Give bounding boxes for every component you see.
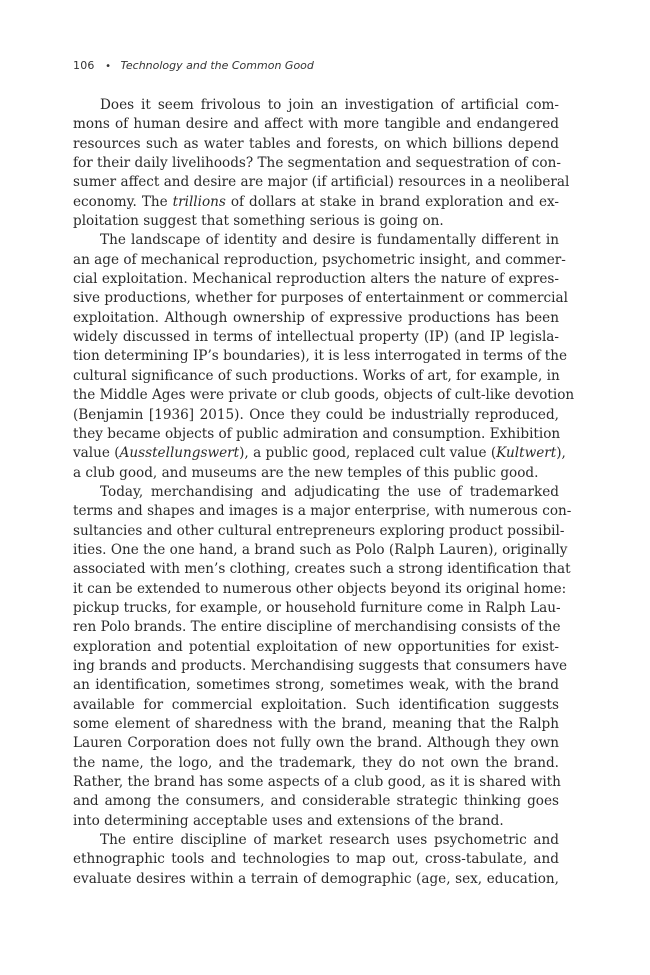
text-line: terms and shapes and images is a major enterprise, with numerous con- [73,503,572,520]
text-line: economy. The trillions of dollars at stake in brand exploration and ex- [73,193,560,210]
paragraph [73,96,570,231]
text-line: (Benjamin [1936] 2015). Once they could be industrially reproduced, [73,406,559,423]
text-line: into determining acceptable uses and extensions of the brand. [73,812,504,829]
text-line: widely discussed in terms of intellectual property (IP) (and IP legisla- [73,329,559,346]
paragraph [73,831,559,889]
text-line: some element of sharedness with the brand, meaning that the Ralph [73,716,559,732]
text-line: ities. One the one hand, a brand such as Polo (Ralph Lauren), originally [73,541,568,558]
book-title: Technology and the Common Good [120,59,314,72]
text-line: ethnographic tools and technologies to map out, cross-tabulate, and [73,851,559,868]
text-line: an identification, sometimes strong, sometimes weak, with the brand [73,677,559,694]
text-line: exploitation. Although ownership of expressive productions has been [73,309,559,326]
bullet-separator: • [105,61,112,72]
running-head [73,59,314,72]
text-line: value (Ausstellungswert), a public good, replaced cult value (Kultwert), [73,445,566,462]
text-line: exploration and potential exploitation of new opportunities for exist- [73,638,559,655]
paragraph [73,231,575,482]
text-line: Rather, the brand has some aspects of a club good, as it is shared with [73,774,561,791]
text-line: The landscape of identity and desire is fundamentally different in [100,232,559,249]
text-line: sumer affect and desire are major (if artificial) resources in a neoliberal [73,174,570,191]
text-line: ren Polo brands. The entire discipline of merchandising consists of the [73,619,561,636]
text-line: a club good, and museums are the new temples of this public good. [73,464,539,481]
text-line: evaluate desires within a terrain of demographic (age, sex, education, [73,870,559,887]
text-line: for their daily livelihoods? The segmentation and sequestration of con- [73,155,561,172]
text-line: it can be extended to numerous other objects beyond its original home: [73,580,567,597]
text-line: resources such as water tables and forests, on which billions depend [73,135,559,152]
text-line: pickup trucks, for example, or household furniture come in Ralph Lau- [73,599,561,616]
paragraph [73,483,572,831]
text-line: tion determining IP’s boundaries), it is less interrogated in terms of the [73,348,568,365]
italic-term: Ausstellungswert [119,445,240,462]
text-line: ploitation suggest that something serious is going on. [73,213,444,230]
italic-term: trillions [172,193,226,210]
text-line: ing brands and products. Merchandising suggests that consumers have [73,657,568,674]
text-line: they became objects of public admiration and consumption. Exhibition [73,425,561,442]
text-line: cultural significance of such productions. Works of art, for example, in [73,367,560,384]
text-line: associated with men’s clothing, creates such a strong identification that [73,561,571,578]
text-line: the name, the logo, and the trademark, they do not own the brand. [73,754,559,771]
text-line: sultancies and other cultural entrepreneurs exploring product possibil- [73,522,565,539]
text-line: The entire discipline of market research uses psychometric and [100,832,559,849]
text-line: cial exploitation. Mechanical reproduction alters the nature of expres- [73,271,559,288]
text-line: Today, merchandising and adjudicating the use of trademarked [100,483,559,500]
body-text [73,96,575,889]
text-line: mons of human desire and affect with more tangible and endangered [73,116,559,133]
italic-term: Kultwert [496,445,557,462]
text-line: Does it seem frivolous to join an investigation of artificial com- [100,97,559,113]
text-line: an age of mechanical reproduction, psychometric insight, and commer- [73,251,566,268]
text-line: Lauren Corporation does not fully own the brand. Although they own [73,735,559,752]
page-number: 106 [73,59,95,72]
text-line: and among the consumers, and considerable strategic thinking goes [73,793,559,810]
text-line: sive productions, whether for purposes of entertainment or commercial [73,290,568,307]
text-line: the Middle Ages were private or club goods, objects of cult-like devotion [73,387,575,404]
text-line: available for commercial exploitation. Such identification suggests [73,696,559,713]
